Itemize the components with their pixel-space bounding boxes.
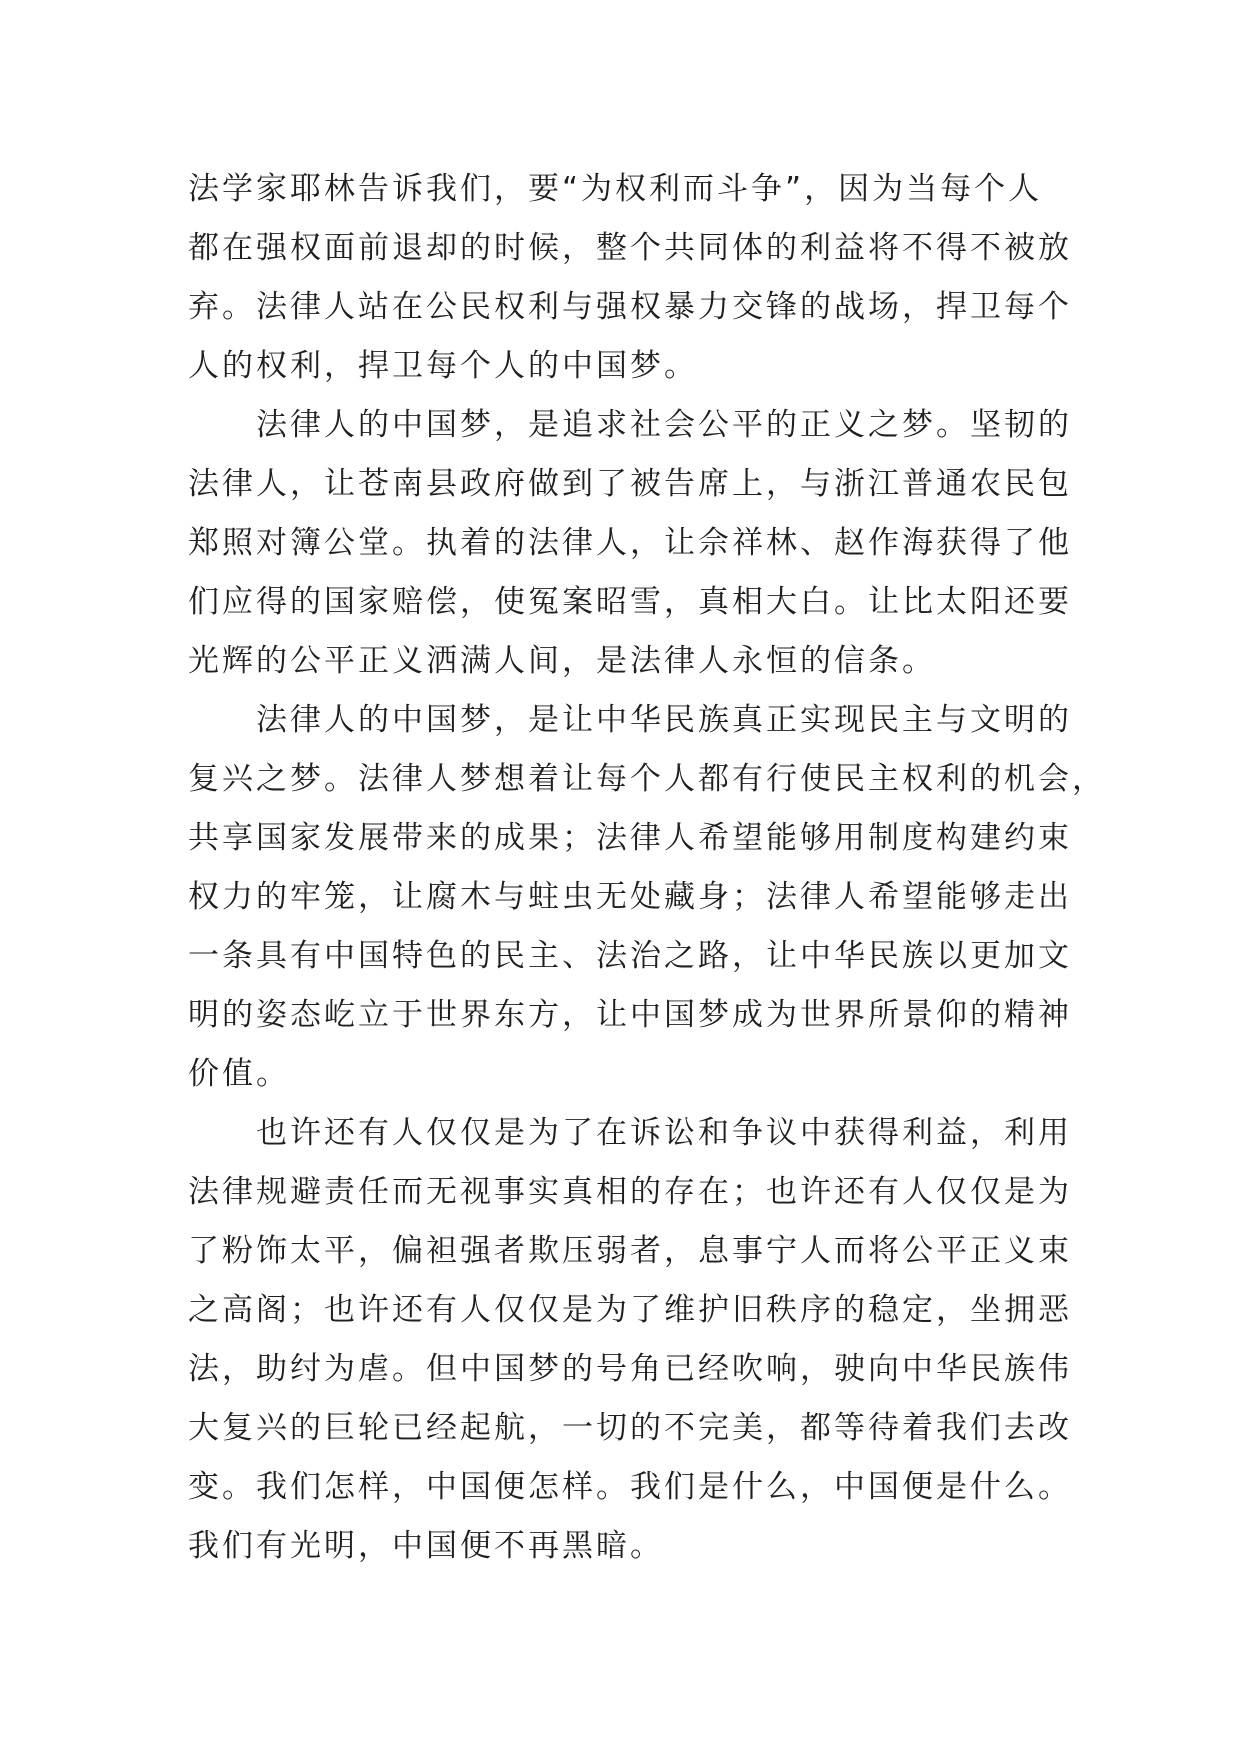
text-line: 法，助纣为虐。但中国梦的号角已经吹响，驶向中华民族伟 [188, 1351, 1072, 1387]
paragraph-first-line: 法律人的中国梦，是追求社会公平的正义之梦。坚韧的 [256, 407, 1072, 443]
text-line: 了粉饰太平，偏袒强者欺压弱者，息事宁人而将公平正义束 [188, 1233, 1072, 1269]
text-line: 郑照对簿公堂。执着的法律人，让佘祥林、赵作海获得了他 [188, 525, 1072, 561]
text-line: 价值。 [188, 1056, 290, 1092]
text-line: 共享国家发展带来的成果；法律人希望能够用制度构建约束 [188, 820, 1072, 856]
paragraph-first-line: 法律人的中国梦，是让中华民族真正实现民主与文明的 [256, 702, 1072, 738]
text-line: 都在强权面前退却的时候，整个共同体的利益将不得不被放 [188, 230, 1072, 266]
text-line: 明的姿态屹立于世界东方，让中国梦成为世界所景仰的精神 [188, 997, 1072, 1033]
text-line: 变。我们怎样，中国便怎样。我们是什么，中国便是什么。 [188, 1469, 1072, 1505]
text-line: 复兴之梦。法律人梦想着让每个人都有行使民主权利的机会， [188, 761, 1106, 797]
body-text [188, 160, 1106, 1576]
text-line: 法律规避责任而无视事实真相的存在；也许还有人仅仅是为 [188, 1174, 1072, 1210]
paragraph-first-line: 也许还有人仅仅是为了在诉讼和争议中获得利益，利用 [256, 1115, 1072, 1151]
text-line: 法律人，让苍南县政府做到了被告席上，与浙江普通农民包 [188, 466, 1072, 502]
text-line: 弃。法律人站在公民权利与强权暴力交锋的战场，捍卫每个 [188, 289, 1072, 325]
text-line: 之高阁；也许还有人仅仅是为了维护旧秩序的稳定，坐拥恶 [188, 1292, 1072, 1328]
text-line: 人的权利，捍卫每个人的中国梦。 [188, 348, 698, 384]
text-line: 们应得的国家赔偿，使冤案昭雪，真相大白。让比太阳还要 [188, 584, 1072, 620]
text-line: 大复兴的巨轮已经起航，一切的不完美，都等待着我们去改 [188, 1410, 1072, 1446]
text-line: 权力的牢笼，让腐木与蛀虫无处藏身；法律人希望能够走出 [188, 879, 1072, 915]
text-line: 一条具有中国特色的民主、法治之路，让中华民族以更加文 [188, 938, 1072, 974]
text-line: 我们有光明，中国便不再黑暗。 [188, 1528, 664, 1564]
text-line: 光辉的公平正义洒满人间，是法律人永恒的信条。 [188, 643, 936, 679]
text-line: 法学家耶林告诉我们，要“为权利而斗争”，因为当每个人 [188, 171, 1043, 207]
